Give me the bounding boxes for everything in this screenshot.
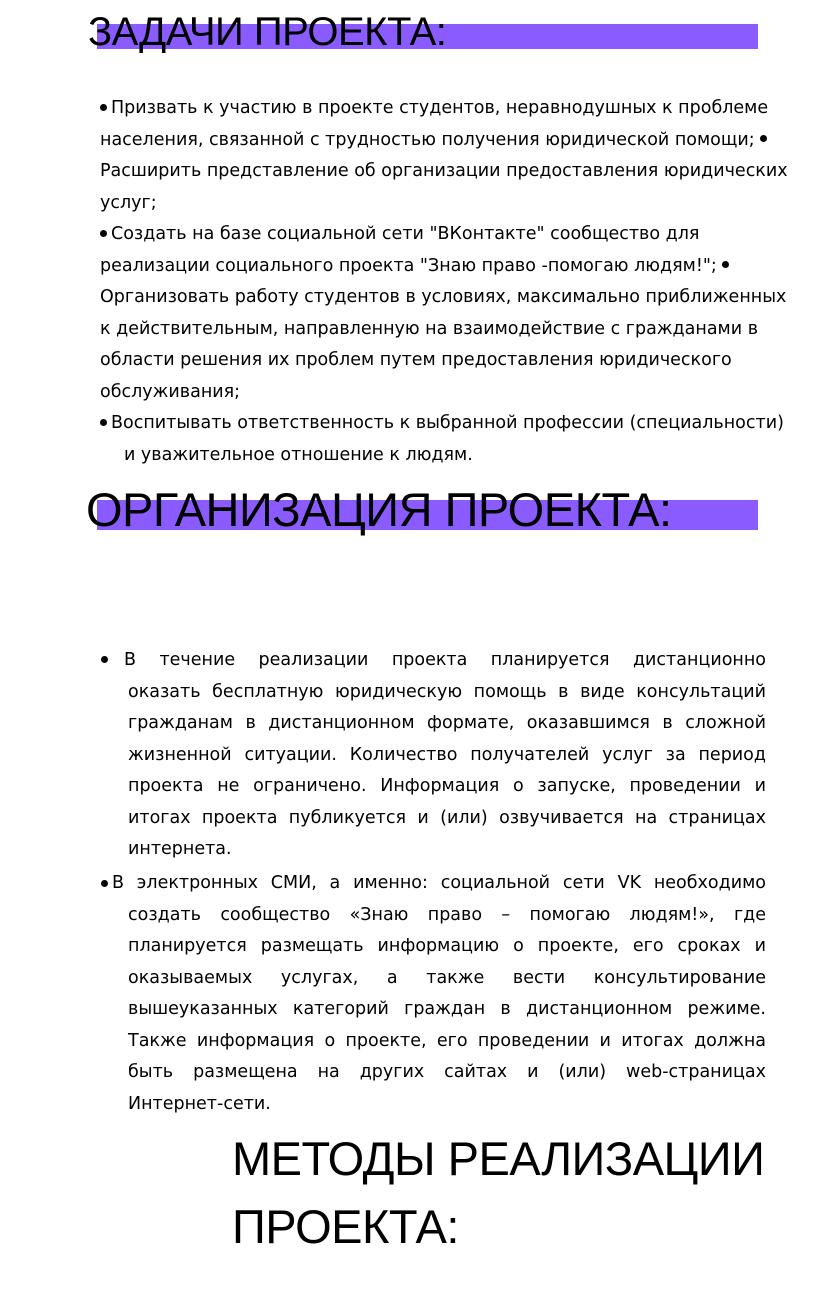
tasks-line-1: Призвать к участию в проекте студентов, неравнодушных к проблеме <box>100 93 816 125</box>
bullet-icon <box>722 261 729 268</box>
tasks-line-11: Воспитывать ответственность к выбранной профессии (специальности) <box>100 408 816 440</box>
tasks-line-7: Организовать работу студентов в условиях, максимально приближенных <box>100 287 787 307</box>
tasks-line-4: услуг; <box>100 192 157 213</box>
tasks-line-3: Расширить представление об организации предоставления юридических <box>100 161 788 181</box>
tasks-line-2: населения, связанной с трудностью получения юридической помощи; <box>100 125 816 157</box>
tasks-line-10: обслуживания; <box>100 381 241 402</box>
tasks-line-9: области решения их проблем путем предоставления юридического <box>100 350 732 370</box>
methods-heading-line-2: ПРОЕКТА: <box>232 1200 459 1253</box>
bullet-icon <box>100 419 107 426</box>
bullet-icon <box>100 230 107 237</box>
organization-item-1 <box>124 645 766 866</box>
tasks-line-12: и уважительное отношение к людям. <box>124 444 473 465</box>
organization-item-2-first-line: В электронных СМИ, а именно: социальной сети VK необходимо <box>112 873 766 893</box>
tasks-heading-block <box>0 0 816 60</box>
organization-heading-block <box>0 470 816 550</box>
tasks-heading: ЗАДАЧИ ПРОЕКТА: <box>88 10 447 54</box>
organization-heading: ОРГАНИЗАЦИЯ ПРОЕКТА: <box>86 483 672 536</box>
tasks-line-6: реализации социального проекта "Знаю право -помогаю людям!"; <box>100 251 816 283</box>
bullet-icon <box>101 656 108 663</box>
bullet-icon <box>760 135 767 142</box>
methods-heading-block <box>0 1120 816 1310</box>
organization-item-1-first-line: В течение реализации проекта планируется дистанционно <box>124 650 766 670</box>
bullet-icon <box>101 880 108 887</box>
tasks-list <box>100 93 816 471</box>
organization-item-1-text: оказать бесплатную юридическую помощь в виде консультаций гражданам в дистанционном формате, оказавшимся в сложной жизненной ситуации. Количество получателей услуг за период проекта не ограничено. Информация о запуске, проведении и итогах проекта публикуется и (или) озвучивается на страницах интернета. <box>128 681 766 859</box>
tasks-line-5: Создать на базе социальной сети "ВКонтакте" сообщество для <box>100 219 816 251</box>
tasks-line-8: к действительным, направленную на взаимодействие с гражданами в <box>100 318 759 339</box>
bullet-icon <box>100 104 107 111</box>
organization-item-2-text: создать сообщество «Знаю право – помогаю людям!», где планируется размещать информацию о проекте, его сроках и оказываемых услугах, а также вести консультирование вышеуказанных категорий граждан в дистанционном режиме. Также информация о проекте, его проведении и итогах должна быть размещена на других сайтах и (или) web-страницах Интернет-сети. <box>128 904 766 1114</box>
methods-heading-line-1: МЕТОДЫ РЕАЛИЗАЦИИ <box>232 1132 765 1185</box>
organization-item-2 <box>112 868 766 1120</box>
